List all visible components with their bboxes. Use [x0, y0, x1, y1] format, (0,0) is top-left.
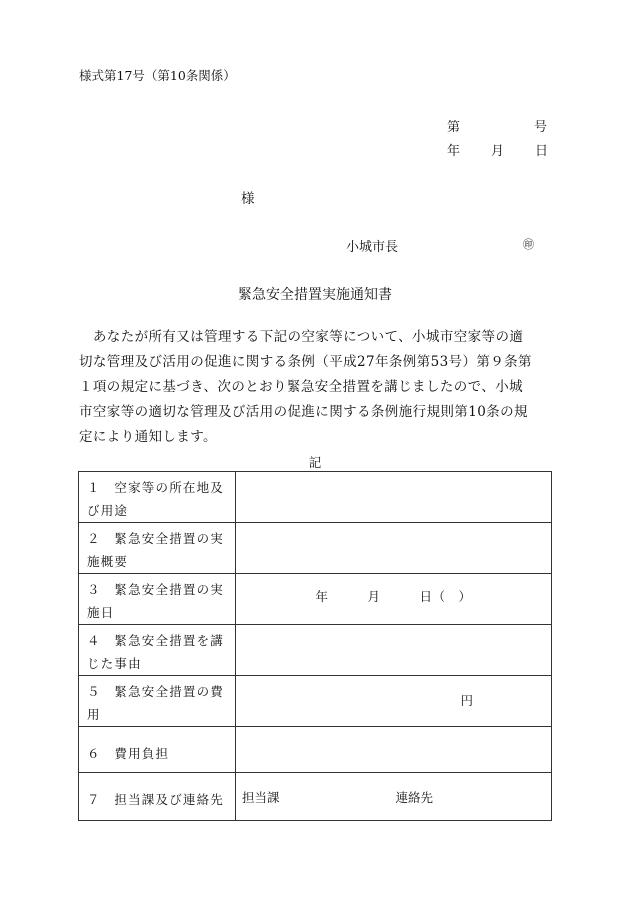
- row-label-line: ５ 緊急安全措置の費: [87, 684, 225, 699]
- document-number-label: 第: [447, 120, 461, 135]
- body-line: 切な管理及び活用の促進に関する条例（平成27年条例第53号）第９条第: [79, 354, 532, 370]
- row-label-line: ３ 緊急安全措置の実: [87, 582, 225, 597]
- date-year: 年: [447, 144, 461, 159]
- body-line: １項の規定に基づき、次のとおり緊急安全措置を講じましたので、小城: [79, 379, 523, 395]
- row-label-line: １ 空家等の所在地及: [87, 480, 225, 495]
- implementation-date-field[interactable]: [236, 574, 552, 625]
- body-line: 定により通知します。: [79, 429, 217, 445]
- date-field-month: 月: [367, 589, 381, 604]
- cost-unit: 円: [460, 693, 473, 708]
- location-usage-field[interactable]: [236, 472, 552, 523]
- row-label-line: 用: [87, 707, 101, 722]
- row-label-line: じた事由: [87, 656, 142, 671]
- table-row: [79, 472, 552, 523]
- row-label-line: ７ 担当課及び連絡先: [87, 792, 225, 807]
- seal-mark: ㊞: [523, 238, 534, 251]
- measure-summary-field[interactable]: [236, 523, 552, 574]
- row-label-line: び用途: [87, 503, 129, 518]
- contact-field[interactable]: [236, 773, 552, 821]
- row-label-line: ６ 費用負担: [87, 746, 170, 761]
- row-label-line: 施日: [87, 605, 115, 620]
- contact-label: 連絡先: [395, 790, 433, 805]
- addressee-honorific: 様: [241, 191, 255, 207]
- row-label: [79, 773, 236, 821]
- cost-burden-field[interactable]: [236, 727, 552, 773]
- row-label: [79, 523, 236, 574]
- row-label: [79, 574, 236, 625]
- date-field-year: 年: [315, 589, 329, 604]
- row-label: [79, 625, 236, 676]
- sender-name: 小城市長: [346, 240, 399, 255]
- row-label-line: 施概要: [87, 554, 129, 569]
- details-table: [78, 471, 552, 821]
- body-line: あなたが所有又は管理する下記の空家等について、小城市空家等の適: [79, 329, 524, 345]
- row-label: [79, 676, 236, 727]
- department-label: 担当課: [242, 790, 280, 805]
- document-title: 緊急安全措置実施通知書: [238, 287, 392, 303]
- table-row: [79, 676, 552, 727]
- row-label-line: ２ 緊急安全措置の実: [87, 531, 225, 546]
- row-label-line: ４ 緊急安全措置を講: [87, 633, 225, 648]
- date-field-day: 日（ ）: [419, 589, 472, 604]
- form-number: 様式第17号（第10条関係）: [79, 68, 236, 83]
- row-label: [79, 472, 236, 523]
- table-row: [79, 574, 552, 625]
- ki-heading: 記: [308, 455, 322, 470]
- table-row: [79, 523, 552, 574]
- reason-field[interactable]: [236, 625, 552, 676]
- table-row: [79, 727, 552, 773]
- date-month: 月: [491, 144, 505, 159]
- body-line: 市空家等の適切な管理及び活用の促進に関する条例施行規則第10条の規: [79, 404, 528, 420]
- row-label: [79, 727, 236, 773]
- cost-field[interactable]: [236, 676, 552, 727]
- date-day: 日: [535, 144, 549, 159]
- table-row: [79, 625, 552, 676]
- table-row: [79, 773, 552, 821]
- body-paragraph: [79, 325, 553, 450]
- document-number-suffix: 号: [534, 120, 548, 135]
